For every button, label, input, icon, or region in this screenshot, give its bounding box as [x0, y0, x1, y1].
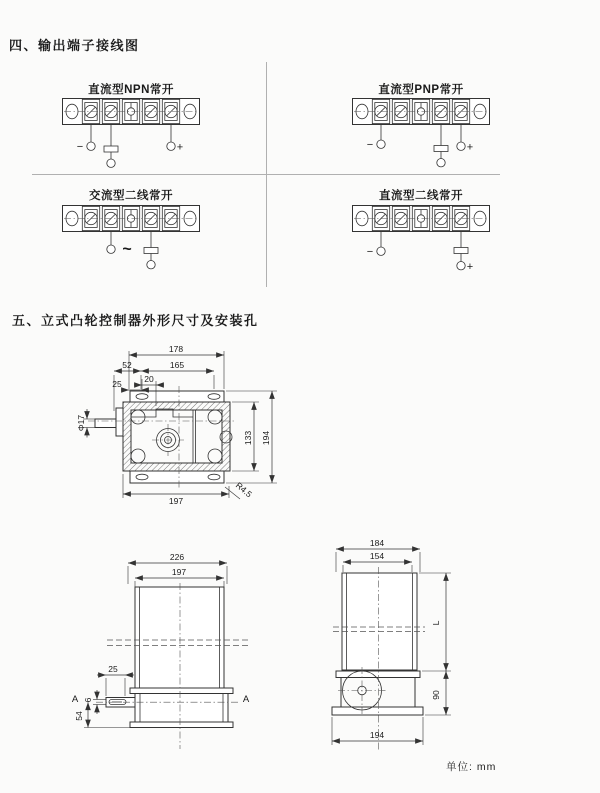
- ac-supply-label: ~: [122, 241, 132, 258]
- wiring-pnp-title: 直流型PNP常开: [378, 84, 464, 96]
- dim-194: 194: [261, 430, 271, 446]
- top-mounting-bar: [130, 391, 224, 402]
- section-5-heading: 五、立式凸轮控制器外形尺寸及安装孔: [12, 313, 259, 328]
- section-4-heading: 四、输出端子接线图: [9, 38, 140, 53]
- load-symbol: [454, 248, 468, 254]
- terminal-block: [353, 206, 490, 232]
- shaft-flange: [116, 408, 123, 436]
- base-top-flange: [130, 688, 233, 694]
- side-view-drawing: [332, 538, 451, 752]
- dc2-positive-label: +: [466, 261, 474, 273]
- load-symbol: [144, 248, 158, 254]
- pnp-negative-label: −: [366, 139, 374, 151]
- section-mark-a-right: A: [242, 694, 250, 705]
- dim-20: 20: [144, 374, 154, 384]
- terminal-block: [353, 99, 490, 125]
- dim-L: L: [431, 620, 441, 626]
- dim-178: 178: [168, 344, 184, 354]
- wiring-pnp-wires: [377, 125, 465, 167]
- dim-165: 165: [169, 360, 185, 370]
- controller-body-side: [342, 573, 417, 670]
- dim-226: 226: [169, 552, 185, 562]
- wiring-npn-wires: [87, 125, 175, 167]
- load-symbol: [104, 146, 118, 152]
- terminal-block: [63, 99, 200, 125]
- section-mark-a-left: A: [71, 694, 79, 705]
- wiring-diagram-pnp: [353, 82, 490, 167]
- dim-corner-radius: R4.5: [233, 480, 255, 500]
- wiring-npn-title: 直流型NPN常开: [88, 84, 174, 96]
- dim-133: 133: [243, 430, 253, 446]
- front-view-drawing: [72, 552, 250, 749]
- base-feet: [332, 707, 423, 715]
- base-bottom-flange: [130, 722, 233, 728]
- dim-197: 197: [168, 496, 184, 506]
- dim-154: 154: [369, 551, 385, 561]
- pnp-positive-label: +: [466, 141, 474, 154]
- dim-54: 54: [74, 711, 84, 721]
- housing-walls: [123, 402, 230, 471]
- dim-25: 25: [112, 379, 122, 389]
- npn-positive-label: +: [176, 141, 184, 154]
- wiring-dc2-title: 直流型二线常开: [379, 190, 463, 202]
- wiring-diagram-ac: [63, 188, 200, 269]
- wiring-diagram-dc2: [353, 188, 490, 273]
- wiring-diagram-npn: [63, 82, 200, 167]
- unit-note: 单位: mm: [446, 761, 497, 773]
- bottom-mounting-bar: [130, 471, 224, 483]
- dim-25-front: 25: [108, 664, 118, 674]
- dim-shaft-diameter: Φ17: [76, 414, 86, 432]
- wiring-ac-wires: [107, 232, 158, 269]
- wiring-dc2-wires: [377, 232, 468, 270]
- dim-90: 90: [431, 690, 441, 700]
- dim-6: 6: [83, 697, 93, 703]
- output-shaft: [95, 419, 116, 428]
- dc2-negative-label: −: [366, 246, 374, 258]
- dim-184: 184: [369, 538, 385, 548]
- wiring-ac-title: 交流型二线常开: [89, 190, 173, 202]
- top-view-drawing: [76, 344, 277, 506]
- dim-52: 52: [122, 360, 132, 370]
- npn-negative-label: −: [76, 141, 84, 153]
- controller-body-front: [135, 587, 224, 690]
- load-symbol: [434, 146, 448, 152]
- dim-197-front: 197: [171, 567, 187, 577]
- base-housing: [135, 694, 228, 723]
- terminal-block: [63, 206, 200, 232]
- dim-194-side: 194: [369, 730, 385, 740]
